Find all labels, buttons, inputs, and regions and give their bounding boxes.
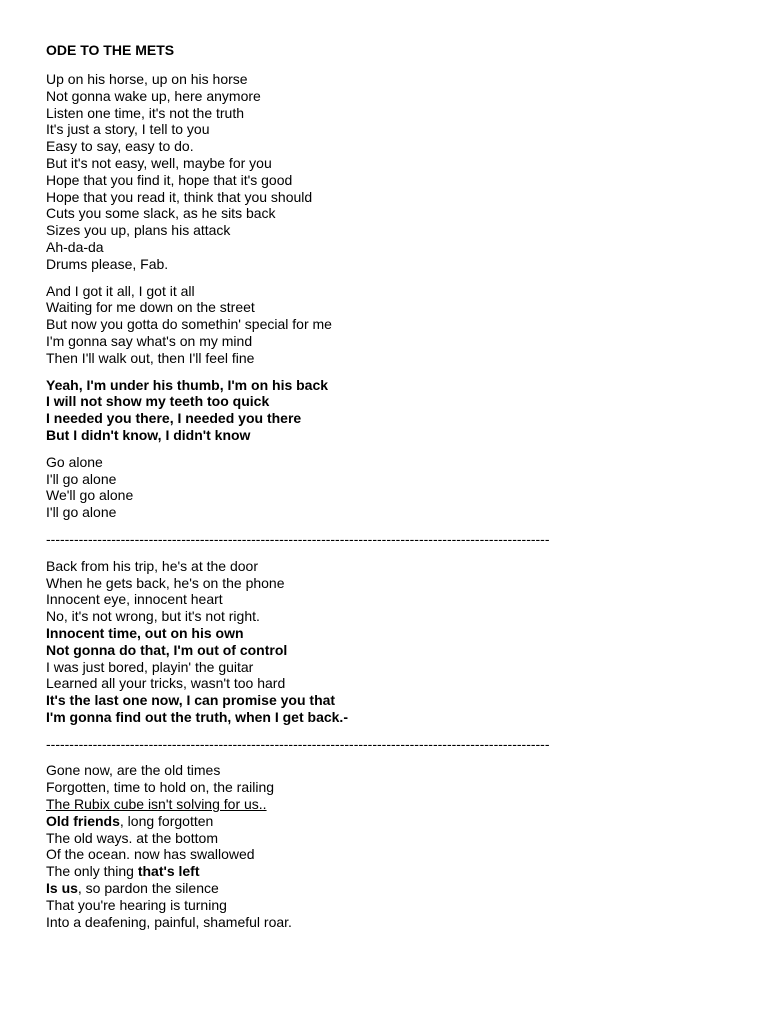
lyric-line: I'm gonna find out the truth, when I get back.-: [46, 708, 348, 725]
lyric-line-underlined: The Rubix cube isn't solving for us..: [46, 796, 267, 813]
lyric-line: Up on his horse, up on his horse: [46, 71, 248, 87]
lyric-line: [46, 863, 736, 880]
dashed-separator: ------------------------------------------------------------------------------------------------------------: [46, 735, 550, 752]
document-title: ODE TO THE METS: [46, 42, 175, 58]
lyric-line: Innocent time, out on his own: [46, 624, 244, 641]
stanza-4: [46, 454, 736, 521]
lyric-line: Easy to say, easy to do.: [46, 138, 194, 155]
stanza-5: [46, 558, 736, 726]
lyric-line: The old ways. at the bottom: [46, 829, 218, 846]
lyric-line: Into a deafening, painful, shameful roar.: [46, 913, 292, 930]
lyric-line: I needed you there, I needed you there: [46, 410, 302, 427]
stanza-1: [46, 71, 736, 273]
lyric-line: Then I'll walk out, then I'll feel fine: [46, 349, 255, 366]
lyric-line: Listen one time, it's not the truth: [46, 104, 245, 121]
stanza-3: [46, 377, 736, 444]
dashed-separator: ------------------------------------------------------------------------------------------------------------: [46, 530, 550, 547]
lyric-line: Drums please, Fab.: [46, 255, 169, 272]
plain-text: The only thing: [46, 863, 138, 880]
lyric-line: I'm gonna say what's on my mind: [46, 332, 253, 349]
lyric-line: That you're hearing is turning: [46, 896, 227, 913]
lyric-line: I'll go alone: [46, 470, 117, 487]
lyric-line: [46, 813, 736, 830]
lyric-line: Yeah, I'm under his thumb, I'm on his back: [46, 376, 329, 393]
lyric-line: I will not show my teeth too quick: [46, 393, 270, 410]
lyric-line: I'll go alone: [46, 504, 117, 521]
plain-text: , so pardon the silence: [77, 880, 219, 897]
lyric-line: It's just a story, I tell to you: [46, 121, 210, 138]
lyric-line: Go alone: [46, 453, 103, 470]
lyric-line: Forgotten, time to hold on, the railing: [46, 779, 275, 796]
stanza-6: [46, 762, 736, 930]
bold-text: Old friends: [46, 812, 120, 829]
lyric-line: Cuts you some slack, as he sits back: [46, 205, 276, 222]
lyric-line: Back from his trip, he's at the door: [46, 557, 258, 574]
lyric-line: But it's not easy, well, maybe for you: [46, 154, 272, 171]
lyric-line: Of the ocean. now has swallowed: [46, 846, 255, 863]
lyric-line: Hope that you read it, think that you should: [46, 188, 313, 205]
lyric-line: It's the last one now, I can promise you that: [46, 692, 336, 709]
lyric-line: Hope that you find it, hope that it's good: [46, 171, 293, 188]
lyric-line: No, it's not wrong, but it's not right.: [46, 608, 260, 625]
lyric-line: Not gonna wake up, here anymore: [46, 87, 261, 104]
document-page: [46, 42, 736, 940]
bold-text: that's left: [137, 863, 200, 880]
lyric-line: Ah-da-da: [46, 238, 104, 255]
lyric-line: But now you gotta do somethin' special for me: [46, 316, 332, 333]
lyric-line: Not gonna do that, I'm out of control: [46, 641, 288, 658]
lyric-line: I was just bored, playin' the guitar: [46, 658, 254, 675]
lyric-line: Sizes you up, plans his attack: [46, 222, 231, 239]
lyric-line: Gone now, are the old times: [46, 762, 221, 779]
lyric-line: When he gets back, he's on the phone: [46, 574, 285, 591]
lyric-line: Waiting for me down on the street: [46, 299, 255, 316]
lyric-line: [46, 880, 736, 897]
bold-text: Is us: [46, 880, 78, 897]
lyric-line: And I got it all, I got it all: [46, 282, 195, 299]
lyric-line: We'll go alone: [46, 487, 134, 504]
plain-text: , long forgotten: [119, 812, 214, 829]
stanza-2: [46, 283, 736, 367]
lyric-line: Innocent eye, innocent heart: [46, 591, 223, 608]
lyric-line: But I didn't know, I didn't know: [46, 426, 251, 443]
lyric-line: Learned all your tricks, wasn't too hard: [46, 675, 286, 692]
